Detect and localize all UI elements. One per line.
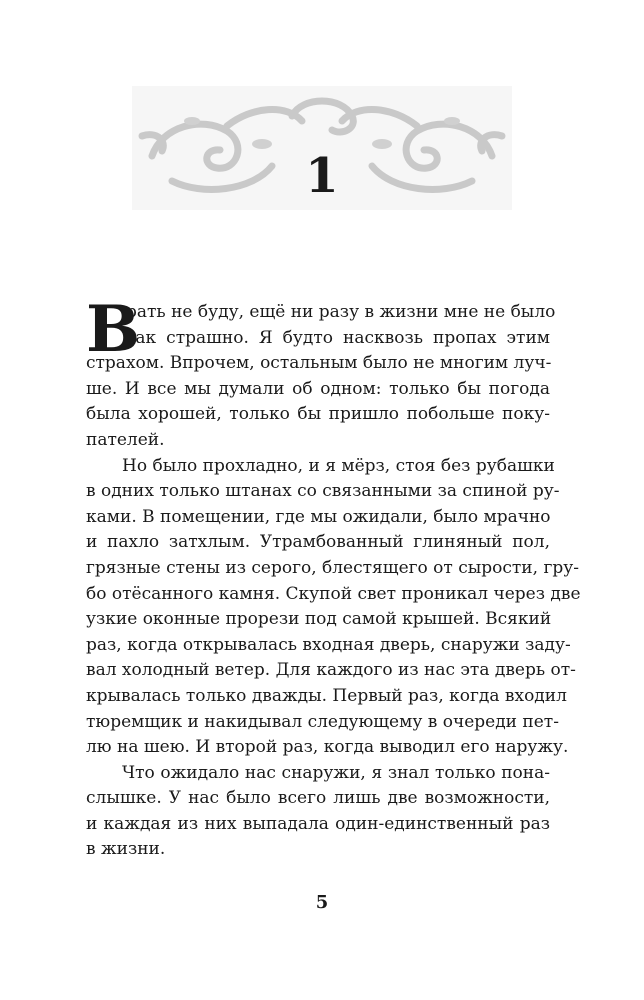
text-line: была хорошей, только бы пришло побольше поку- [86, 404, 550, 425]
text-line: слышке. У нас было всего лишь две возможности, [86, 788, 550, 809]
text-line: Что ожидало нас снаружи, я знал только пона- [122, 762, 550, 783]
chapter-number: 1 [305, 148, 339, 204]
text-line: в одних только штанах со связанными за спиной ру- [86, 481, 560, 502]
text-line: Но было прохладно, и я мёрз, стоя без рубашки [122, 455, 555, 476]
text-line: страхом. Впрочем, остальным было не многим луч- [86, 353, 552, 374]
text-line: ками. В помещении, где мы ожидали, было мрачно [86, 506, 551, 527]
text-line: тюремщик и накидывал следующему в очереди пет- [86, 711, 559, 732]
text-line: раз, когда открывалась входная дверь, снаружи заду- [86, 634, 571, 655]
drop-cap: В [86, 292, 141, 367]
text-line: грязные стены из серого, блестящего от сырости, гру- [86, 557, 579, 578]
page-number: 5 [315, 892, 329, 913]
text-line: и пахло затхлым. Утрамбованный глиняный пол, [86, 532, 550, 553]
text-line: пателей. [86, 429, 165, 450]
text-line: и каждая из них выпадала один-единственный раз [86, 813, 550, 834]
text-line: узкие оконные прорези под самой крышей. Всякий [86, 609, 552, 630]
text-line: лю на шею. И второй раз, когда выводил его наружу. [86, 737, 569, 758]
text-line: крывалась только дважды. Первый раз, когда входил [86, 685, 567, 706]
text-line: бо отёсанного камня. Скупой свет проникал через две [86, 583, 581, 604]
text-line: так страшно. Я будто насквозь пропах этим [126, 327, 550, 348]
text-line: вал холодный ветер. Для каждого из нас эта дверь от- [86, 660, 576, 681]
text-line: рать не буду, ещё ни разу в жизни мне не было [126, 302, 556, 322]
body-text [86, 292, 581, 863]
text-line: в жизни. [86, 839, 166, 860]
text-line: ше. И все мы думали об одном: только бы погода [86, 378, 550, 399]
